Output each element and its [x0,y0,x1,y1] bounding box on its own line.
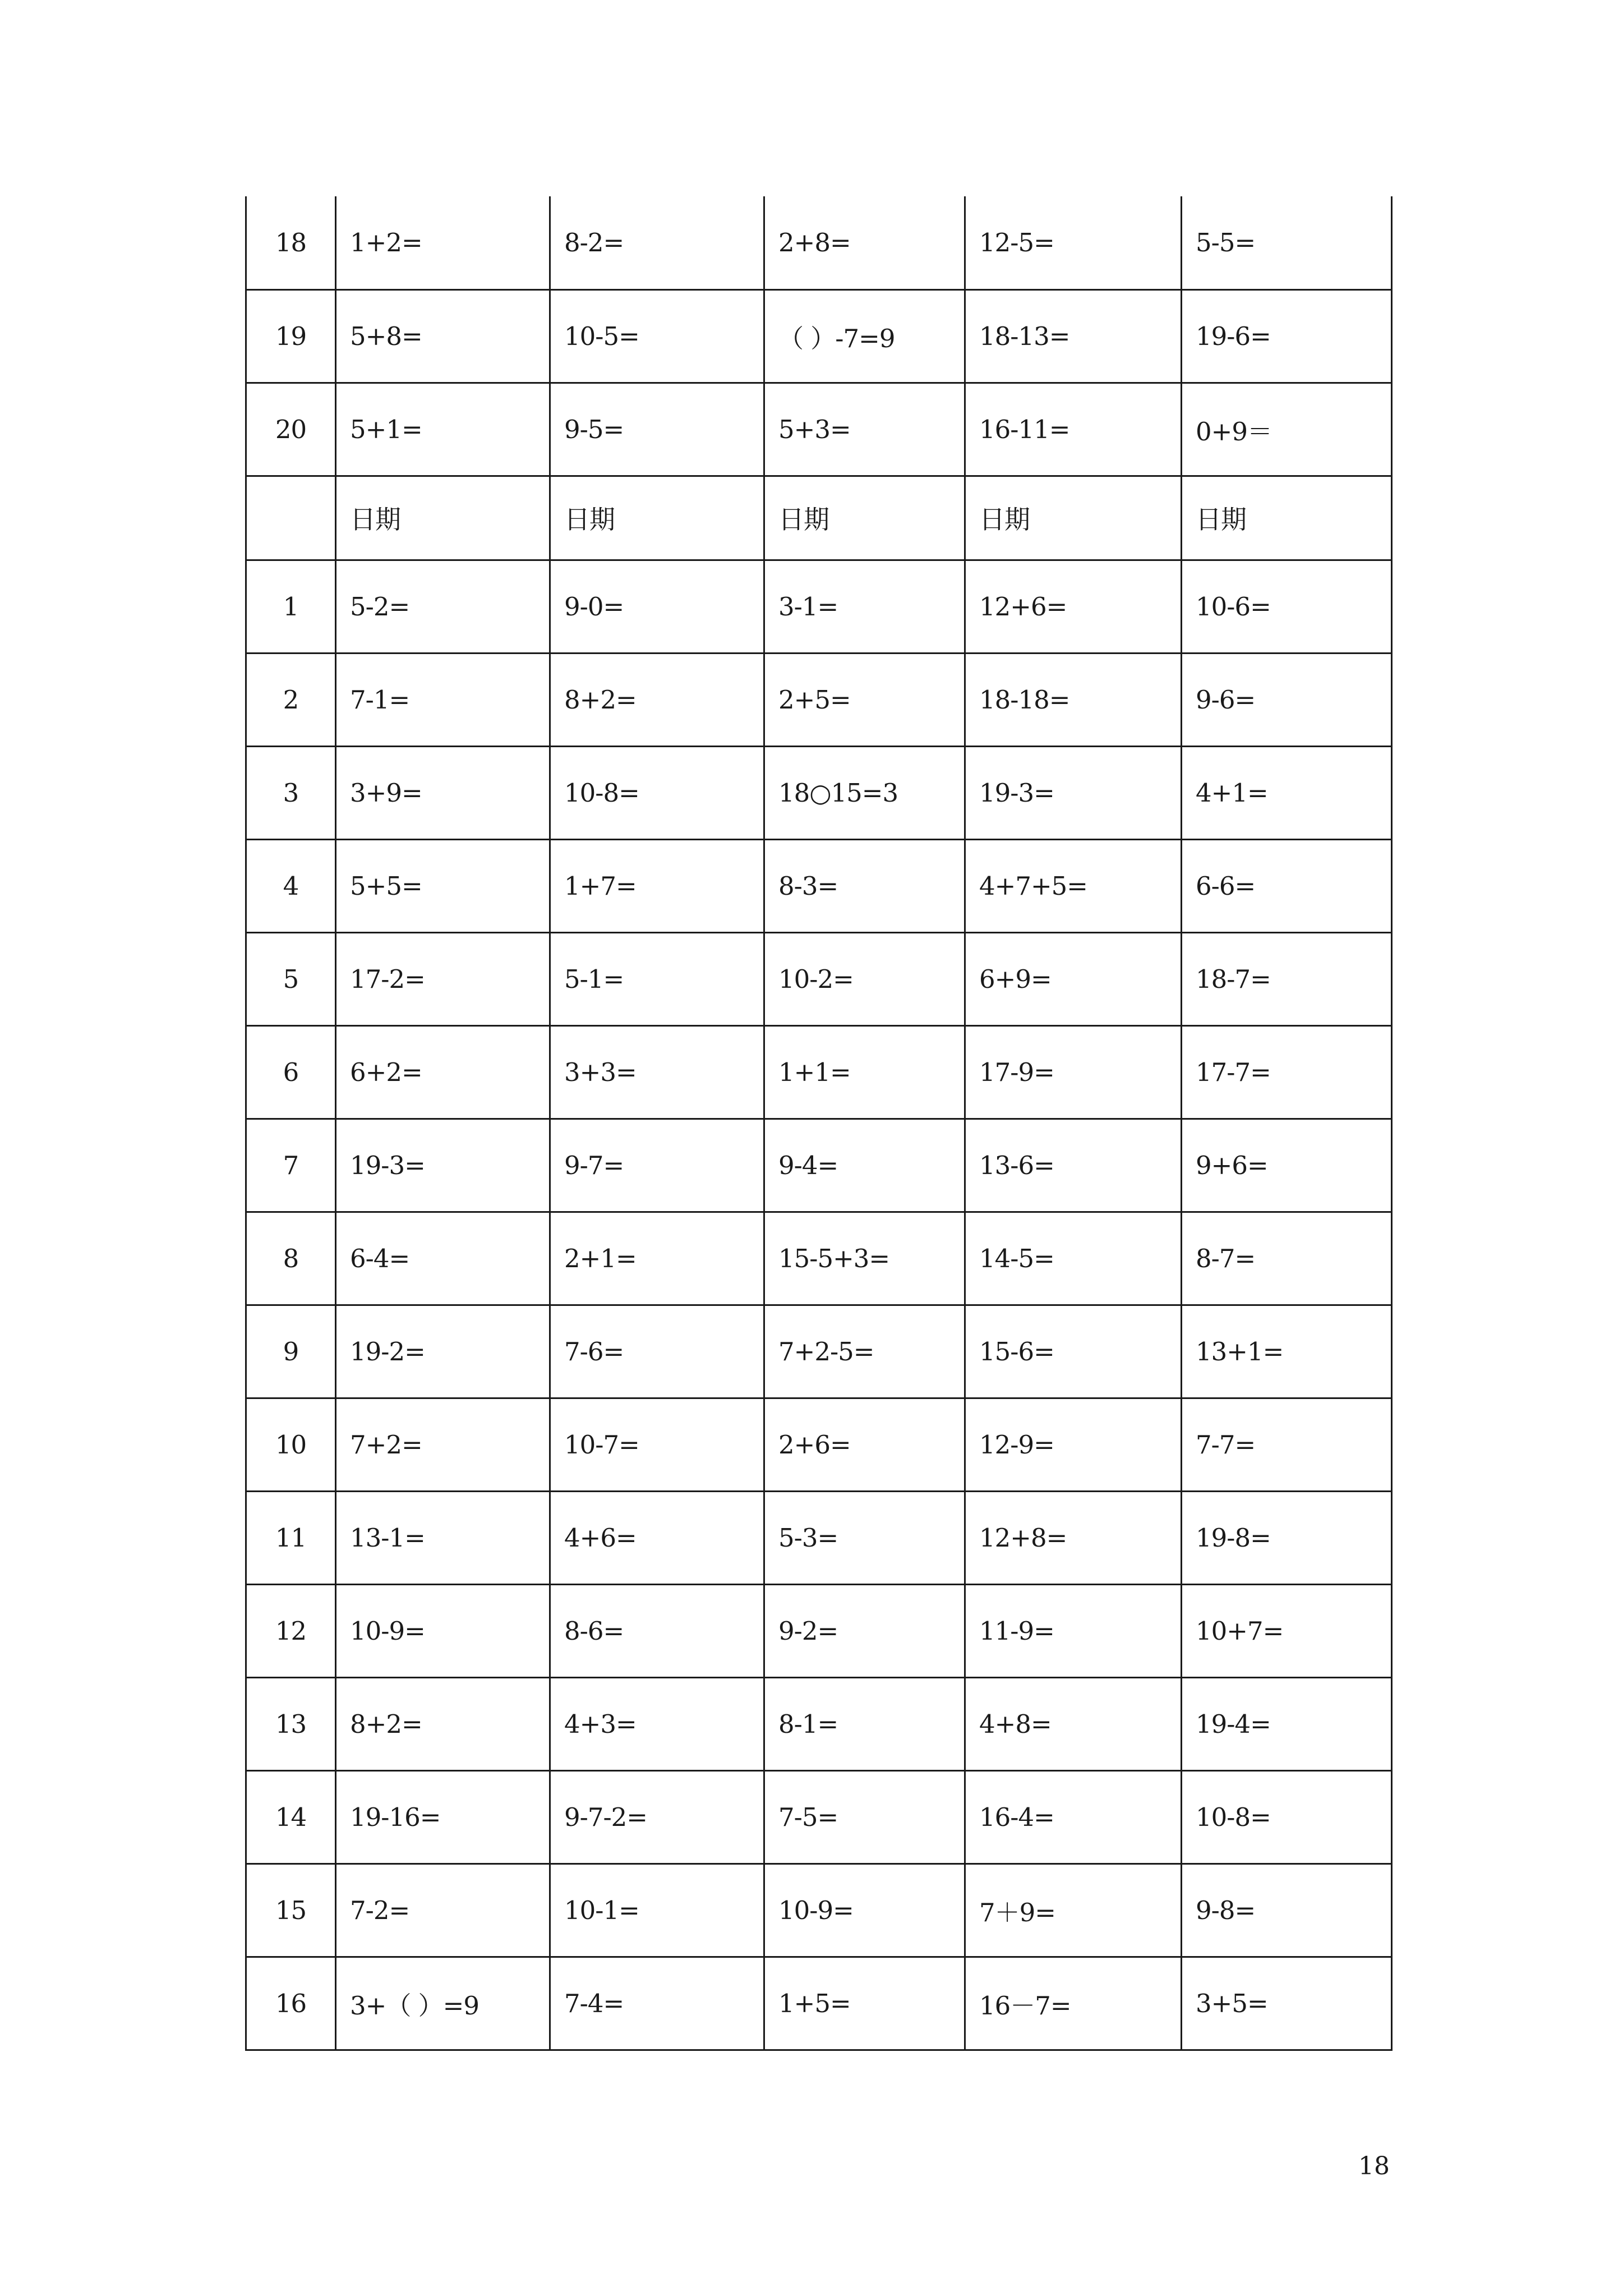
row-number: 14 [246,1770,336,1864]
problem-cell: 9-0= [550,560,764,653]
problem-row [246,653,1392,746]
problem-cell: 18-7= [1182,932,1392,1025]
problem-cell: 2+8= [764,196,965,289]
problem-cell: 9-6= [1182,653,1392,746]
problem-cell: 10-7= [550,1398,764,1491]
problem-row [246,383,1392,476]
problem-cell: 7-4= [550,1957,764,2050]
problem-cell: 4+6= [550,1491,764,1584]
problem-cell: 8-2= [550,196,764,289]
row-number: 20 [246,383,336,476]
problem-cell: 9-7= [550,1119,764,1212]
row-number: 2 [246,653,336,746]
problem-cell: （ ）-7=9 [764,289,965,383]
problem-cell: 15-6= [965,1305,1182,1398]
problem-cell: 13+1= [1182,1305,1392,1398]
row-number: 8 [246,1212,336,1305]
problem-cell: 3+3= [550,1025,764,1119]
problem-cell: 7-7= [1182,1398,1392,1491]
problem-cell: 6+9= [965,932,1182,1025]
problem-cell: 16-4= [965,1770,1182,1864]
problem-cell: 10+7= [1182,1584,1392,1677]
problem-row [246,1212,1392,1305]
problem-cell: 17-2= [336,932,550,1025]
row-number: 4 [246,839,336,932]
problem-cell: 7-1= [336,653,550,746]
arithmetic-worksheet-table [245,196,1393,2051]
problem-cell: 13-1= [336,1491,550,1584]
problem-cell: 18-18= [965,653,1182,746]
problem-cell: 19-3= [965,746,1182,839]
problem-row [246,1119,1392,1212]
problem-cell: 10-6= [1182,560,1392,653]
problem-cell: 8-1= [764,1677,965,1770]
date-label: 日期 [550,476,764,560]
problem-row [246,1864,1392,1957]
problem-cell: 1+7= [550,839,764,932]
problem-cell: 4+7+5= [965,839,1182,932]
row-number: 12 [246,1584,336,1677]
date-label: 日期 [1182,476,1392,560]
problem-row [246,1770,1392,1864]
date-label: 日期 [965,476,1182,560]
problem-cell: 4+1= [1182,746,1392,839]
problem-cell: 5+5= [336,839,550,932]
row-number: 7 [246,1119,336,1212]
row-number: 16 [246,1957,336,2050]
problem-cell: 7＋9= [965,1864,1182,1957]
problem-row [246,1584,1392,1677]
problem-cell: 19-3= [336,1119,550,1212]
problem-cell: 9-5= [550,383,764,476]
problem-cell: 2+1= [550,1212,764,1305]
problem-cell: 3+（ ）=9 [336,1957,550,2050]
row-number: 15 [246,1864,336,1957]
problem-cell: 4+3= [550,1677,764,1770]
problem-row [246,1025,1392,1119]
problem-cell: 5-1= [550,932,764,1025]
problem-cell: 9-2= [764,1584,965,1677]
problem-cell: 12-9= [965,1398,1182,1491]
problem-cell: 11-9= [965,1584,1182,1677]
problem-cell: 5-3= [764,1491,965,1584]
problem-cell: 2+5= [764,653,965,746]
date-label: 日期 [764,476,965,560]
problem-cell: 7-6= [550,1305,764,1398]
problem-cell: 0+9＝ [1182,383,1392,476]
problem-row [246,932,1392,1025]
problem-row [246,1957,1392,2050]
problem-cell: 19-2= [336,1305,550,1398]
problem-cell: 7-5= [764,1770,965,1864]
problem-cell: 5+3= [764,383,965,476]
problem-cell: 15-5+3= [764,1212,965,1305]
problem-cell: 12-5= [965,196,1182,289]
row-number: 1 [246,560,336,653]
problem-cell: 1+2= [336,196,550,289]
problem-cell: 8+2= [550,653,764,746]
problem-row [246,560,1392,653]
problem-cell: 1+1= [764,1025,965,1119]
problem-cell: 18-13= [965,289,1182,383]
row-number: 3 [246,746,336,839]
problem-cell: 16-11= [965,383,1182,476]
row-number: 19 [246,289,336,383]
problem-row [246,196,1392,289]
problem-cell: 5+8= [336,289,550,383]
problem-row [246,839,1392,932]
problem-cell: 1+5= [764,1957,965,2050]
problem-cell: 9-7-2= [550,1770,764,1864]
problem-cell: 10-9= [764,1864,965,1957]
problem-cell: 9-4= [764,1119,965,1212]
problem-row [246,746,1392,839]
problem-cell: 3-1= [764,560,965,653]
problem-cell: 9+6= [1182,1119,1392,1212]
row-number: 9 [246,1305,336,1398]
problem-cell: 17-7= [1182,1025,1392,1119]
problem-cell: 7+2-5= [764,1305,965,1398]
row-number: 11 [246,1491,336,1584]
problem-cell: 4+8= [965,1677,1182,1770]
problem-row [246,1398,1392,1491]
problem-cell: 19-4= [1182,1677,1392,1770]
problem-cell: 9-8= [1182,1864,1392,1957]
problem-cell: 10-9= [336,1584,550,1677]
problem-cell: 10-8= [550,746,764,839]
problem-cell: 6-4= [336,1212,550,1305]
problem-cell: 8-7= [1182,1212,1392,1305]
row-number: 10 [246,1398,336,1491]
problem-cell: 6-6= [1182,839,1392,932]
problem-cell: 10-8= [1182,1770,1392,1864]
problem-cell: 8+2= [336,1677,550,1770]
row-number [246,476,336,560]
row-number: 18 [246,196,336,289]
row-number: 6 [246,1025,336,1119]
problem-cell: 5+1= [336,383,550,476]
problem-cell: 5-2= [336,560,550,653]
problem-cell: 5-5= [1182,196,1392,289]
problem-cell: 13-6= [965,1119,1182,1212]
problem-cell: 19-16= [336,1770,550,1864]
problem-cell: 17-9= [965,1025,1182,1119]
problem-row [246,1677,1392,1770]
problem-cell: 2+6= [764,1398,965,1491]
problem-row [246,289,1392,383]
problem-cell: 12+8= [965,1491,1182,1584]
problem-cell: 16－7= [965,1957,1182,2050]
problem-cell: 10-2= [764,932,965,1025]
problem-row [246,1305,1392,1398]
page-number: 18 [1358,2152,1390,2180]
problem-cell: 10-1= [550,1864,764,1957]
date-label: 日期 [336,476,550,560]
problem-cell: 19-8= [1182,1491,1392,1584]
row-number: 5 [246,932,336,1025]
problem-cell: 8-6= [550,1584,764,1677]
problem-cell: 7-2= [336,1864,550,1957]
problem-cell: 6+2= [336,1025,550,1119]
problem-cell: 7+2= [336,1398,550,1491]
problem-row [246,1491,1392,1584]
date-header-row [246,476,1392,560]
problem-cell: 10-5= [550,289,764,383]
problem-cell: 19-6= [1182,289,1392,383]
problem-cell: 12+6= [965,560,1182,653]
problem-cell: 18○15=3 [764,746,965,839]
row-number: 13 [246,1677,336,1770]
problem-cell: 3+5= [1182,1957,1392,2050]
problem-cell: 8-3= [764,839,965,932]
problem-cell: 14-5= [965,1212,1182,1305]
problem-cell: 3+9= [336,746,550,839]
